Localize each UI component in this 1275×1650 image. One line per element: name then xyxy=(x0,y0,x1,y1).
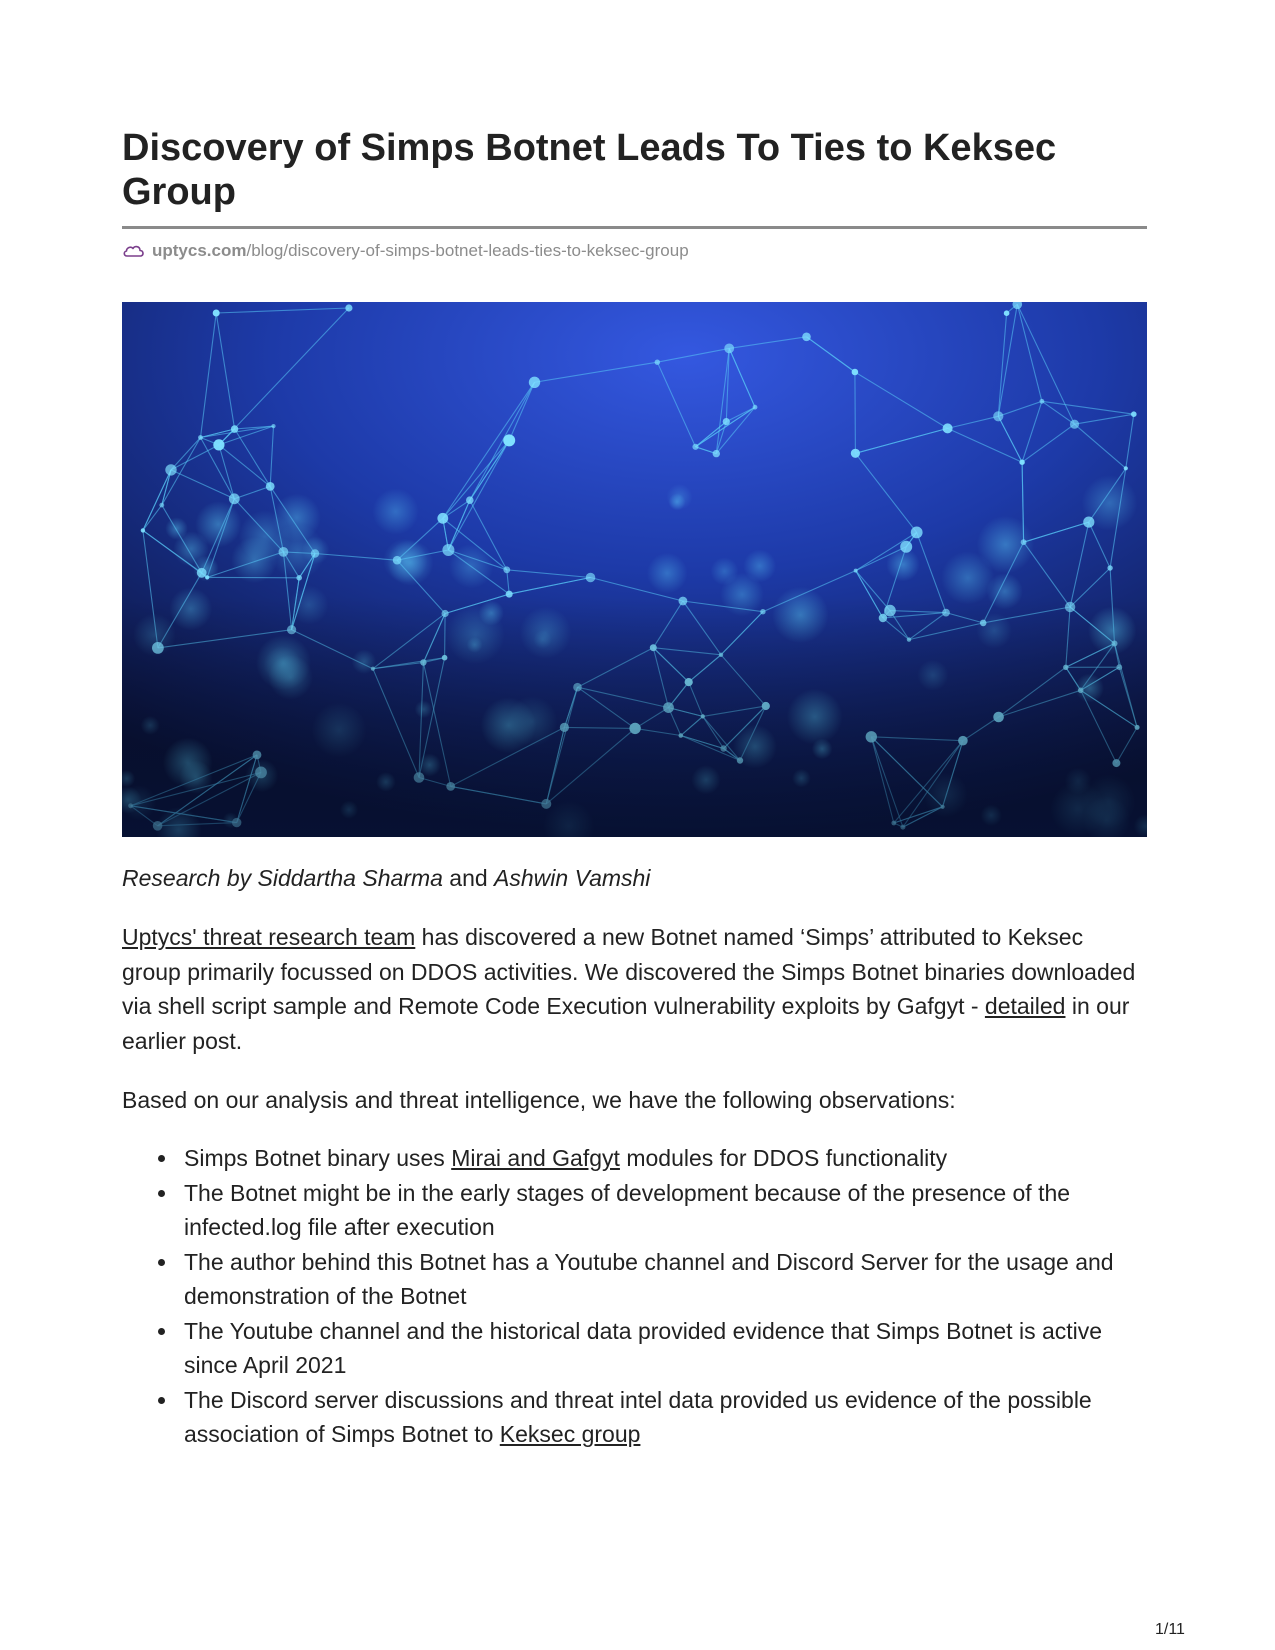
byline-author-2: Ashwin Vamshi xyxy=(494,865,651,891)
list-item-text: The author behind this Botnet has a Youtube channel and Discord Server for the usage and demonstration of the Botnet xyxy=(184,1248,1114,1309)
observations-list xyxy=(122,1141,1147,1452)
bullet-dot xyxy=(158,1155,165,1162)
detailed-link[interactable]: detailed xyxy=(984,993,1066,1019)
bullet-dot xyxy=(158,1328,165,1335)
observations-intro: Based on our analysis and threat intelligence, we have the following observations: xyxy=(122,1087,956,1113)
title-divider xyxy=(122,226,1147,229)
list-item-text-after: modules for DDOS functionality xyxy=(619,1145,948,1171)
mirai-gafgyt-link[interactable]: Mirai and Gafgyt xyxy=(451,1145,620,1171)
intro-text-1: has discovered a new Botnet named ‘Simps’ attributed to Keksec group primarily focussed on DDOS activities. We discovered the Simps Botnet binaries downloaded via shell script sample and Remote Code Execution vulnerability exploits by Gafgyt - xyxy=(122,924,1136,1019)
list-item xyxy=(184,1141,1147,1176)
list-item xyxy=(184,1245,1147,1314)
cloud-icon xyxy=(122,243,146,259)
list-item-text: The Youtube channel and the historical data provided evidence that Simps Botnet is active since April 2021 xyxy=(184,1317,1103,1378)
bullet-dot xyxy=(158,1397,165,1404)
byline xyxy=(122,863,650,893)
byline-author-1: Research by Siddartha Sharma xyxy=(122,865,443,891)
list-item xyxy=(184,1176,1147,1245)
list-item-text: The Botnet might be in the early stages of development because of the presence of the infected.log file after execution xyxy=(184,1179,1071,1240)
bullet-dot xyxy=(158,1259,165,1266)
keksec-group-link[interactable]: Keksec group xyxy=(499,1421,641,1447)
source-domain[interactable]: uptycs.com xyxy=(152,241,247,260)
byline-joiner: and xyxy=(442,865,495,891)
intro-text-2: in our earlier post. xyxy=(122,993,1130,1054)
list-item-text: Simps Botnet binary uses xyxy=(184,1145,452,1171)
hero-network-image xyxy=(122,302,1147,837)
source-url[interactable] xyxy=(122,240,689,262)
bullet-dot xyxy=(158,1190,165,1197)
source-path[interactable]: /blog/discovery-of-simps-botnet-leads-ties-to-keksec-group xyxy=(246,241,689,260)
list-item xyxy=(184,1383,1147,1452)
threat-research-team-link[interactable]: Uptycs' threat research team xyxy=(122,924,416,950)
article-title: Discovery of Simps Botnet Leads To Ties to Keksec Group xyxy=(122,127,1057,213)
list-item xyxy=(184,1314,1147,1383)
intro-paragraph xyxy=(122,920,1147,1058)
page-number: 1/11 xyxy=(1155,1621,1185,1638)
list-item-text: The Discord server discussions and threat intel data provided us evidence of the possible association of Simps Botnet to xyxy=(184,1386,1092,1447)
